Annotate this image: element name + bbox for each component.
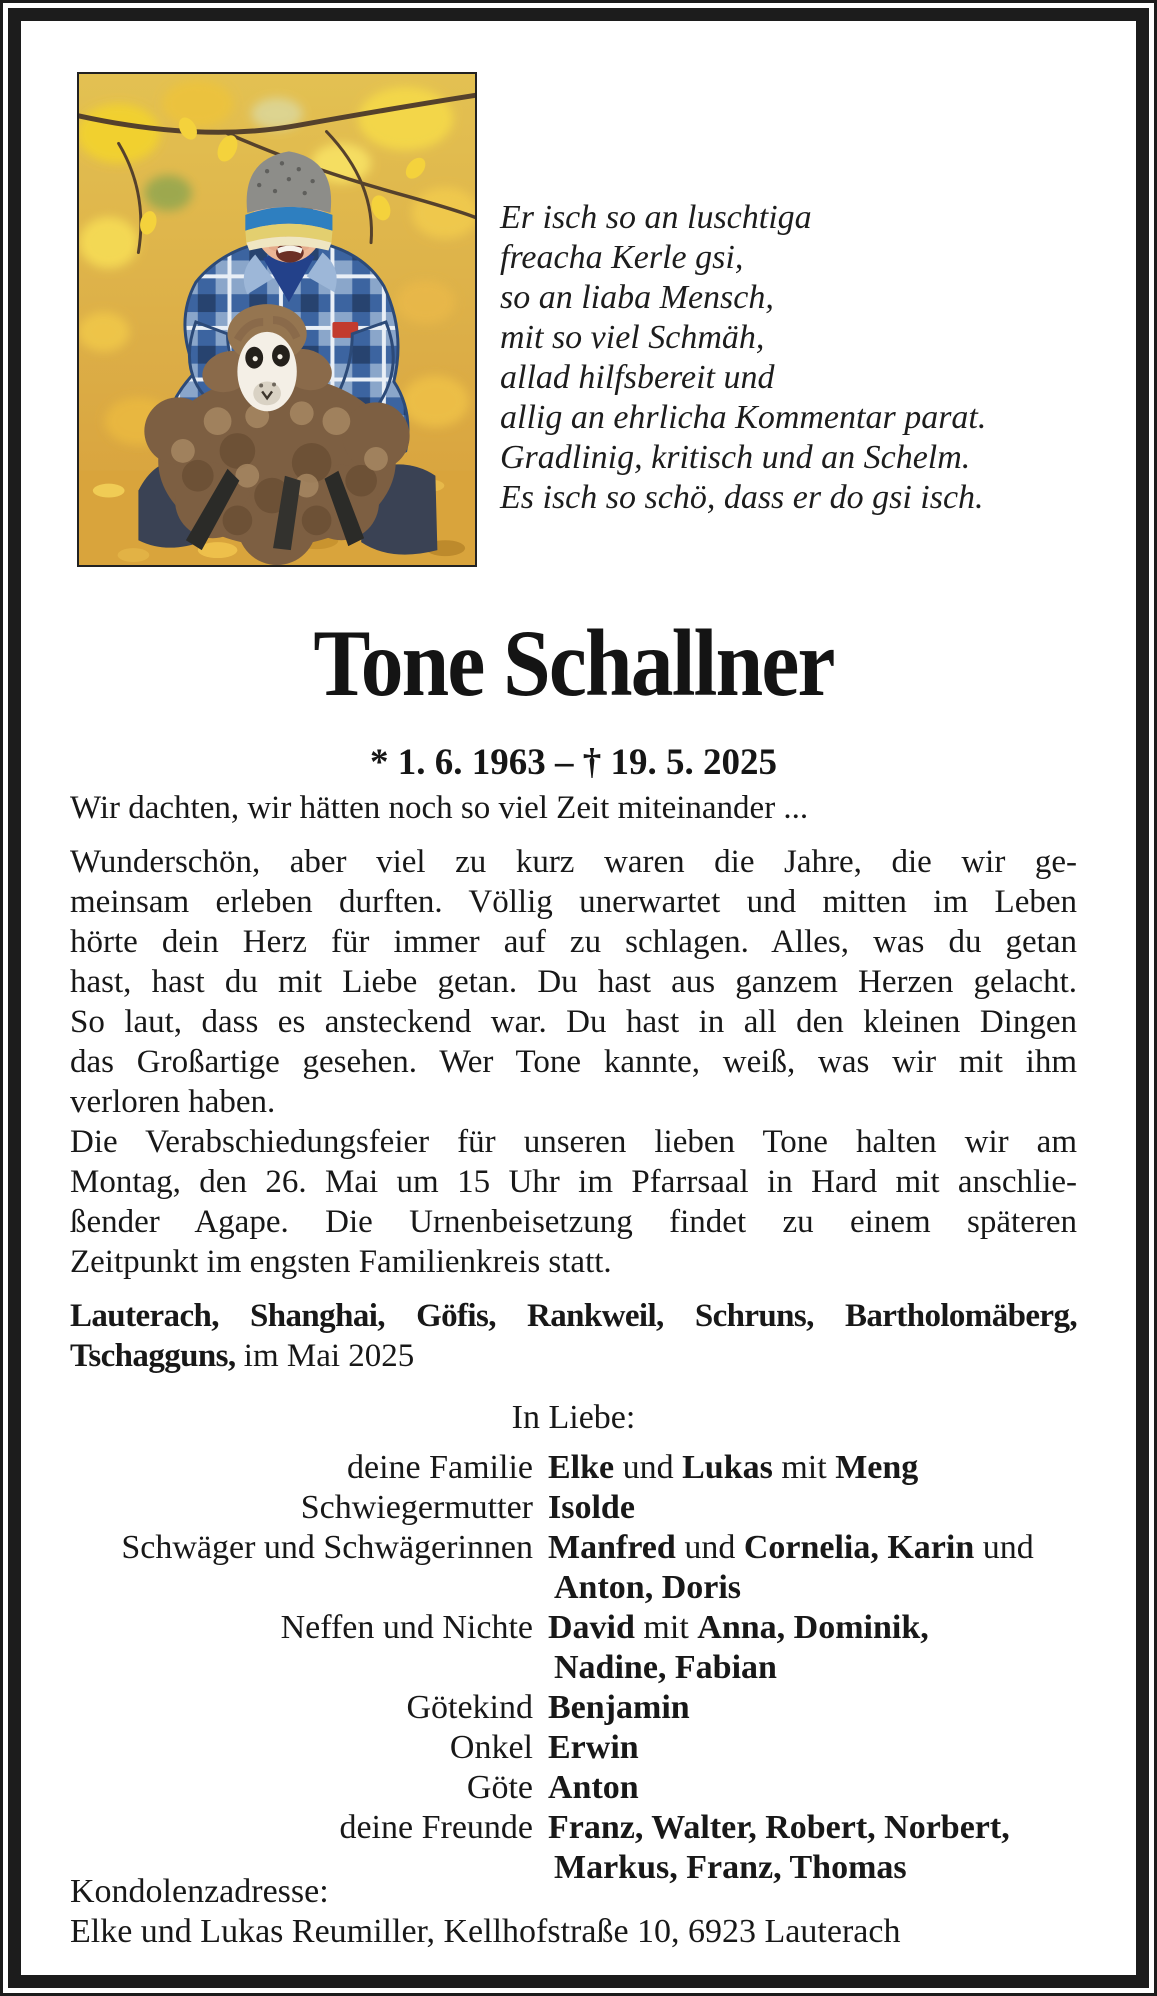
- obituary-line: Montag, den 26. Mai um 15 Uhr im Pfarrsaal in Hard mit anschlie-: [70, 1164, 1077, 1200]
- obituary-line: hörte dein Herz für immer auf zu schlagen. Alles, was du getan: [70, 924, 1077, 960]
- family-relation-label: deine Freunde: [339, 1809, 533, 1846]
- tribute-line: Er isch so an luschtiga: [500, 199, 812, 236]
- obituary-line: hast, hast du mit Liebe getan. Du hast aus ganzem Herzen gelacht.: [70, 964, 1077, 1000]
- family-names: Erwin: [548, 1729, 639, 1766]
- tribute-line: Es isch so schö, dass er do gsi isch.: [500, 479, 984, 516]
- obituary-line: Die Verabschiedungsfeier für unseren lieben Tone halten wir am: [70, 1124, 1077, 1160]
- birth-death-dates: * 1. 6. 1963 – † 19. 5. 2025: [370, 742, 777, 783]
- tribute-line: allig an ehrlicha Kommentar parat.: [500, 399, 987, 436]
- tribute-line: Gradlinig, kritisch und an Schelm.: [500, 439, 971, 476]
- family-names: Anton: [548, 1769, 639, 1806]
- family-names: Elke und Lukas mit Meng: [548, 1449, 919, 1486]
- family-names: Manfred und Cornelia, Karin und: [548, 1529, 1034, 1566]
- notice-date: im Mai 2025: [235, 1338, 415, 1374]
- deceased-name: Tone Schallner: [313, 610, 834, 716]
- tribute-line: allad hilfsbereit und: [500, 359, 775, 396]
- obituary-line: So laut, dass es ansteckend war. Du hast in all den kleinen Dingen: [70, 1004, 1077, 1040]
- family-relation-label: Göte: [466, 1769, 533, 1806]
- family-relation-label: Schwiegermutter: [300, 1489, 533, 1526]
- family-relation-label: Schwäger und Schwägerinnen: [121, 1529, 533, 1566]
- obituary-line: Zeitpunkt im engsten Familienkreis statt.: [70, 1244, 612, 1280]
- condolence-label: Kondolenzadresse:: [70, 1873, 329, 1910]
- obituary-line: meinsam erleben durften. Völlig unerwartet und mitten im Leben: [70, 884, 1077, 920]
- family-relation-label: Neffen und Nichte: [280, 1609, 533, 1646]
- obituary-line: Wunderschön, aber viel zu kurz waren die Jahre, die wir ge-: [70, 844, 1077, 880]
- intro-line: Wir dachten, wir hätten noch so viel Zeit miteinander ...: [70, 790, 809, 826]
- family-names: Isolde: [548, 1489, 635, 1526]
- family-names: David mit Anna, Dominik,: [548, 1609, 929, 1646]
- family-names: Anton, Doris: [554, 1569, 742, 1606]
- obituary-line: verloren haben.: [70, 1084, 276, 1120]
- places-list: Lauterach, Shanghai, Göfis, Rankweil, Schruns, Bartholomäberg,: [70, 1298, 1077, 1334]
- family-relation-label: deine Familie: [346, 1449, 533, 1486]
- family-relation-label: Götekind: [406, 1689, 533, 1726]
- family-names: Markus, Franz, Thomas: [554, 1849, 907, 1886]
- family-names: Benjamin: [548, 1689, 690, 1726]
- family-names: Franz, Walter, Robert, Norbert,: [548, 1809, 1010, 1846]
- in-love-heading: In Liebe:: [511, 1399, 636, 1436]
- tribute-line: mit so viel Schmäh,: [500, 319, 765, 356]
- tribute-line: freacha Kerle gsi,: [500, 239, 744, 276]
- condolence-address: Elke und Lukas Reumiller, Kellhofstraße 10, 6923 Lauterach: [70, 1913, 901, 1950]
- obituary-line: ßender Agape. Die Urnenbeisetzung findet zu einem späteren: [70, 1204, 1077, 1240]
- family-relation-label: Onkel: [449, 1729, 533, 1766]
- family-names: Nadine, Fabian: [554, 1649, 777, 1686]
- tribute-line: so an liaba Mensch,: [500, 279, 774, 316]
- inner-border: [8, 8, 1149, 1988]
- obituary-line: das Großartige gesehen. Wer Tone kannte, weiß, was wir mit ihm: [70, 1044, 1077, 1080]
- place-name: Tschagguns,: [70, 1338, 236, 1374]
